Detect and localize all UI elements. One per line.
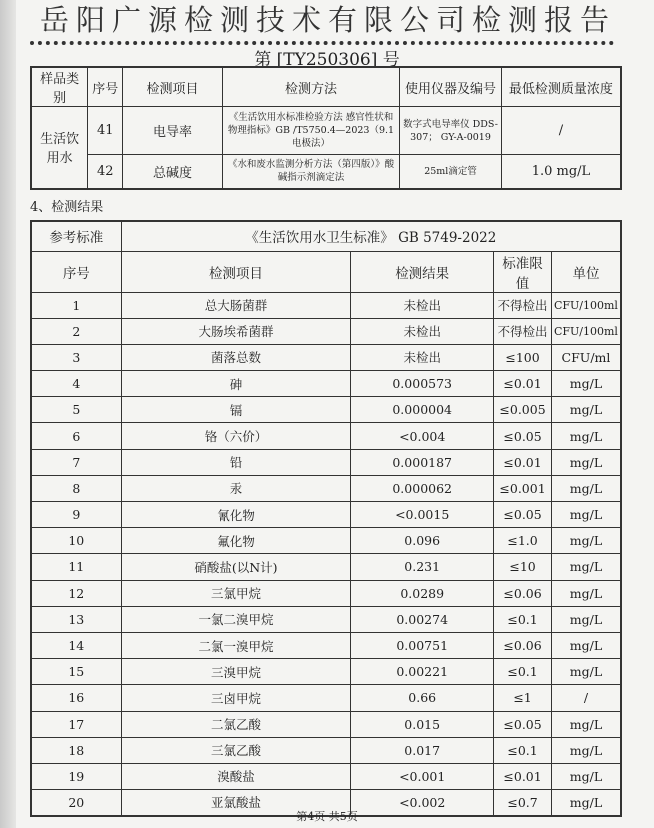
row-unit: mg/L — [551, 449, 621, 475]
table-row — [31, 685, 621, 711]
row-result: 0.00751 — [351, 632, 494, 658]
row-item: 三卤甲烷 — [121, 685, 351, 711]
table-row — [31, 737, 621, 763]
table-row — [31, 318, 621, 344]
report-title: 岳阳广源检测技术有限公司检测报告 — [39, 3, 616, 37]
row-no: 17 — [31, 711, 121, 737]
table-row — [31, 344, 621, 370]
row-unit: mg/L — [551, 580, 621, 606]
row-result: 0.000062 — [351, 475, 494, 501]
row-min: / — [501, 107, 621, 155]
row-unit: CFU/ml — [551, 344, 621, 370]
row-item: 溴酸盐 — [121, 763, 351, 789]
row-no: 3 — [31, 344, 121, 370]
row-limit: ≤0.7 — [494, 790, 552, 816]
results-table — [30, 220, 622, 817]
table-row — [31, 711, 621, 737]
row-instrument: 数字式电导率仪 DDS-307； GY-A-0019 — [400, 107, 502, 155]
row-item: 砷 — [121, 371, 351, 397]
row-item: 氰化物 — [121, 502, 351, 528]
table-row — [31, 502, 621, 528]
table-row — [31, 397, 621, 423]
row-unit: CFU/100ml — [551, 292, 621, 318]
row-unit: mg/L — [551, 475, 621, 501]
row-result: 0.017 — [351, 737, 494, 763]
row-unit: mg/L — [551, 554, 621, 580]
row-unit: mg/L — [551, 502, 621, 528]
ref-standard-label: 参考标准 — [31, 221, 121, 251]
header-cell: 标准限值 — [494, 251, 552, 292]
row-no: 18 — [31, 737, 121, 763]
row-limit: ≤1.0 — [494, 528, 552, 554]
table-row — [31, 107, 621, 155]
row-result: 0.015 — [351, 711, 494, 737]
row-method: 《生活饮用水标准检验方法 感官性状和物理指标》GB /T5750.4—2023（9.1电极法） — [222, 107, 399, 155]
row-result: 0.000187 — [351, 449, 494, 475]
method-table — [30, 66, 622, 190]
header-cell: 检测项目 — [123, 67, 223, 107]
row-unit: mg/L — [551, 371, 621, 397]
row-item: 二氯一溴甲烷 — [121, 632, 351, 658]
table-row — [31, 475, 621, 501]
row-result: <0.002 — [351, 790, 494, 816]
row-result: 未检出 — [351, 292, 494, 318]
header-cell: 使用仪器及编号 — [400, 67, 502, 107]
row-unit: mg/L — [551, 737, 621, 763]
table-row — [31, 763, 621, 789]
row-item: 汞 — [121, 475, 351, 501]
row-limit: ≤0.1 — [494, 737, 552, 763]
row-no: 12 — [31, 580, 121, 606]
header-cell: 最低检测质量浓度 — [501, 67, 621, 107]
report-number: 第 [TY250306] 号 — [254, 50, 400, 70]
row-limit: ≤0.01 — [494, 763, 552, 789]
row-limit: ≤0.1 — [494, 659, 552, 685]
row-limit: ≤0.01 — [494, 371, 552, 397]
row-method: 《水和废水监测分析方法（第四版）》酸碱指示剂滴定法 — [222, 155, 399, 189]
row-limit: 不得检出 — [494, 292, 552, 318]
row-item: 硝酸盐(以N计) — [121, 554, 351, 580]
row-limit: ≤100 — [494, 344, 552, 370]
row-limit: 不得检出 — [494, 318, 552, 344]
table-row — [31, 606, 621, 632]
row-unit: mg/L — [551, 423, 621, 449]
table-row — [31, 449, 621, 475]
row-limit: ≤10 — [494, 554, 552, 580]
row-unit: mg/L — [551, 606, 621, 632]
row-no: 8 — [31, 475, 121, 501]
table-row — [31, 371, 621, 397]
row-item: 电导率 — [123, 107, 223, 155]
sample-category: 生活饮用水 — [31, 107, 88, 189]
row-result: 0.66 — [351, 685, 494, 711]
row-result: 0.000004 — [351, 397, 494, 423]
header-cell: 检测项目 — [121, 251, 351, 292]
row-limit: ≤0.001 — [494, 475, 552, 501]
row-no: 1 — [31, 292, 121, 318]
row-item: 三溴甲烷 — [121, 659, 351, 685]
table-row — [31, 580, 621, 606]
table-row — [31, 155, 621, 189]
row-item: 镉 — [121, 397, 351, 423]
row-item: 三氯乙酸 — [121, 737, 351, 763]
row-item: 氟化物 — [121, 528, 351, 554]
table-row — [31, 423, 621, 449]
row-limit: ≤0.06 — [494, 580, 552, 606]
row-item: 三氯甲烷 — [121, 580, 351, 606]
row-limit: ≤0.05 — [494, 502, 552, 528]
row-no: 10 — [31, 528, 121, 554]
row-no: 6 — [31, 423, 121, 449]
row-item: 铅 — [121, 449, 351, 475]
row-unit: mg/L — [551, 659, 621, 685]
row-result: <0.001 — [351, 763, 494, 789]
row-no: 14 — [31, 632, 121, 658]
row-no: 20 — [31, 790, 121, 816]
table-row — [31, 292, 621, 318]
row-no: 41 — [88, 107, 123, 155]
row-result: 未检出 — [351, 318, 494, 344]
binding-strip — [0, 0, 16, 828]
row-result: 0.231 — [351, 554, 494, 580]
row-item: 一氯二溴甲烷 — [121, 606, 351, 632]
row-no: 13 — [31, 606, 121, 632]
header-cell: 序号 — [31, 251, 121, 292]
section-title: 4、检测结果 — [30, 200, 104, 215]
row-unit: mg/L — [551, 632, 621, 658]
header-cell: 样品类别 — [31, 67, 88, 107]
row-item: 铬（六价） — [121, 423, 351, 449]
row-min: 1.0 mg/L — [501, 155, 621, 189]
row-item: 总大肠菌群 — [121, 292, 351, 318]
row-limit: ≤0.1 — [494, 606, 552, 632]
header-cell: 序号 — [88, 67, 123, 107]
row-unit: mg/L — [551, 397, 621, 423]
row-no: 2 — [31, 318, 121, 344]
row-no: 4 — [31, 371, 121, 397]
row-item: 二氯乙酸 — [121, 711, 351, 737]
row-item: 亚氯酸盐 — [121, 790, 351, 816]
row-no: 19 — [31, 763, 121, 789]
row-item: 大肠埃希菌群 — [121, 318, 351, 344]
row-result: 0.096 — [351, 528, 494, 554]
row-no: 15 — [31, 659, 121, 685]
row-limit: ≤0.05 — [494, 423, 552, 449]
page-footer: 第4页 共5页 — [296, 810, 358, 823]
row-unit: CFU/100ml — [551, 318, 621, 344]
row-limit: ≤0.05 — [494, 711, 552, 737]
row-limit: ≤1 — [494, 685, 552, 711]
row-result: <0.0015 — [351, 502, 494, 528]
header-cell: 检测结果 — [351, 251, 494, 292]
row-instrument: 25ml滴定管 — [400, 155, 502, 189]
table-row — [31, 659, 621, 685]
row-result: 未检出 — [351, 344, 494, 370]
row-item: 菌落总数 — [121, 344, 351, 370]
ref-standard-value: 《生活饮用水卫生标准》 GB 5749-2022 — [121, 221, 621, 251]
table-row — [31, 554, 621, 580]
row-unit: mg/L — [551, 763, 621, 789]
row-no: 16 — [31, 685, 121, 711]
row-result: 0.00221 — [351, 659, 494, 685]
row-result: 0.000573 — [351, 371, 494, 397]
row-no: 9 — [31, 502, 121, 528]
row-no: 5 — [31, 397, 121, 423]
row-unit: mg/L — [551, 790, 621, 816]
row-no: 42 — [88, 155, 123, 189]
table-row — [31, 632, 621, 658]
row-no: 11 — [31, 554, 121, 580]
row-result: 0.0289 — [351, 580, 494, 606]
row-result: 0.00274 — [351, 606, 494, 632]
row-unit: mg/L — [551, 711, 621, 737]
row-no: 7 — [31, 449, 121, 475]
row-limit: ≤0.06 — [494, 632, 552, 658]
row-item: 总碱度 — [123, 155, 223, 189]
header-cell: 单位 — [551, 251, 621, 292]
row-unit: / — [551, 685, 621, 711]
header-cell: 检测方法 — [222, 67, 399, 107]
row-result: <0.004 — [351, 423, 494, 449]
row-unit: mg/L — [551, 528, 621, 554]
table-row — [31, 528, 621, 554]
row-limit: ≤0.005 — [494, 397, 552, 423]
row-limit: ≤0.01 — [494, 449, 552, 475]
